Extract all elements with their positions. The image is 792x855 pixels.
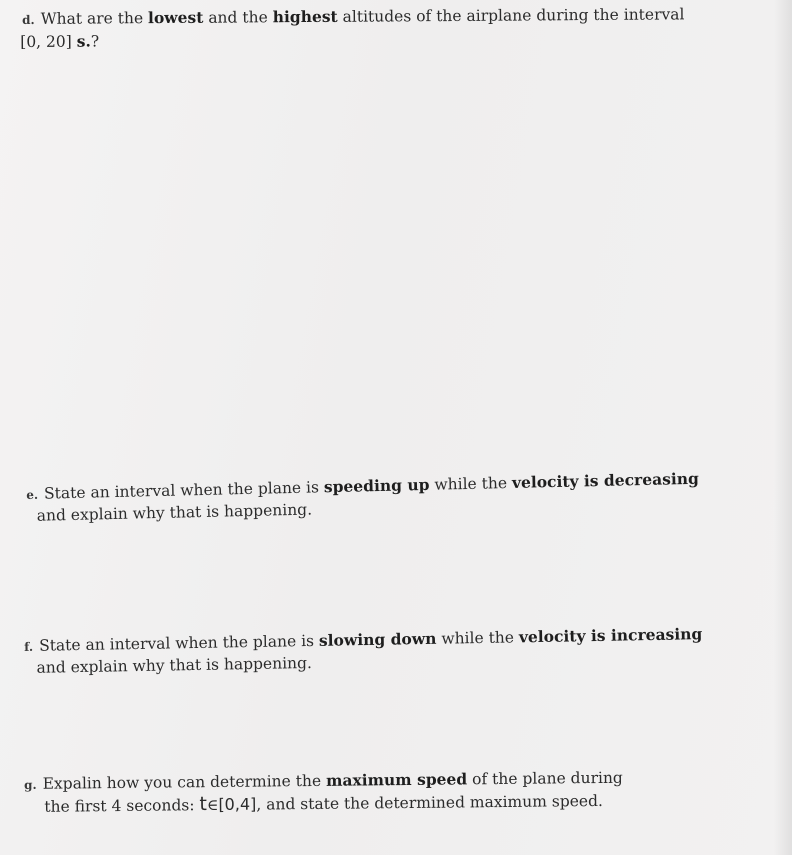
question-d-bold-lowest: lowest [147, 7, 204, 28]
question-g-text-2: of the plane during [467, 768, 623, 789]
question-d-line-2 [20, 26, 684, 53]
question-d-marker: d. [22, 12, 35, 27]
question-e [26, 468, 700, 527]
question-e-bold-velocity-decreasing: velocity is decreasing [511, 468, 700, 492]
question-e-text-1: State an interval when the plane is [43, 478, 325, 503]
question-e-bold-speeding-up: speeding up [323, 474, 430, 497]
question-g-line-2-end: , and state the determined maximum speed. [256, 791, 603, 814]
question-d-text-2: and the [203, 8, 273, 27]
question-g-interval: [0,4] [218, 794, 257, 814]
question-f-bold-slowing-down: slowing down [318, 628, 437, 650]
question-g-marker: g. [24, 777, 37, 792]
question-e-marker: e. [26, 487, 39, 502]
question-d-bold-highest: highest [272, 6, 338, 27]
question-d-unit: s. [76, 31, 91, 51]
question-f-text-1: State an interval when the plane is [38, 631, 320, 655]
question-g [24, 767, 623, 818]
question-e-line-2: and explain why that is happening. [36, 500, 313, 525]
question-d-text-3: altitudes of the airplane during the interval [337, 5, 685, 26]
question-d-qmark: ? [90, 32, 100, 51]
question-f-text-2: while the [436, 628, 520, 648]
question-f-bold-velocity-increasing: velocity is increasing [518, 624, 703, 647]
question-g-text-1: Expalin how you can determine the [42, 771, 327, 793]
page-edge-shadow [774, 0, 792, 855]
question-g-bold-maximum-speed: maximum speed [325, 769, 468, 790]
question-d-text-1: What are the [40, 9, 149, 28]
question-f-marker: f. [24, 639, 34, 654]
question-f [24, 623, 703, 679]
question-g-line-2 [44, 790, 623, 818]
question-d-interval: [0, 20] [20, 32, 77, 52]
question-d [22, 3, 685, 53]
question-g-element-of: ∈ [206, 795, 219, 815]
question-f-line-2: and explain why that is happening. [36, 653, 313, 677]
question-g-t-variable: t [199, 793, 208, 816]
question-g-line-2-text: the first 4 seconds: [44, 796, 200, 816]
question-e-text-2: while the [429, 473, 513, 494]
